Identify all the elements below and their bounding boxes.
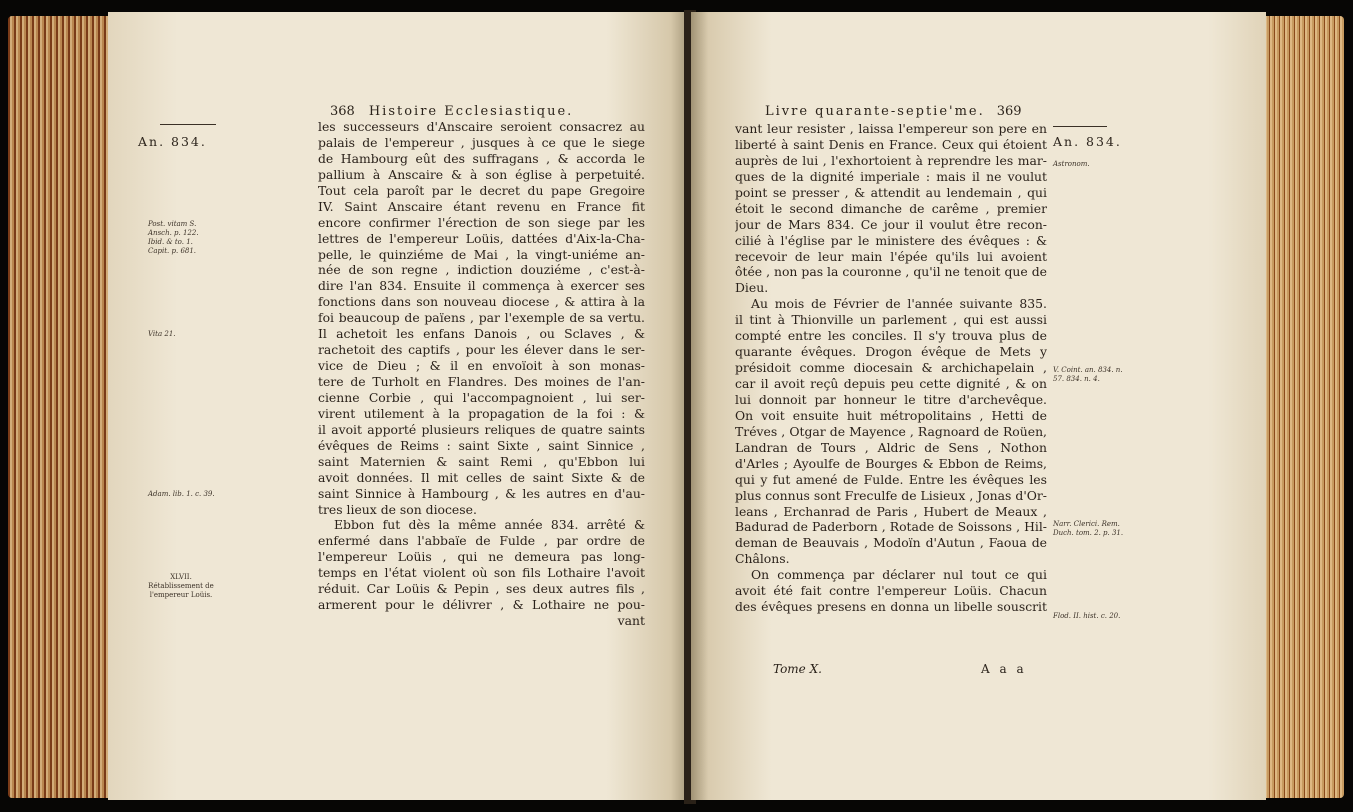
left-year-rule: [160, 124, 216, 125]
text-line: vice de Dieu ; & il en envoïoit à son monas-: [318, 358, 645, 374]
text-line: l'empereur Loüis , qui ne demeura pas long-: [318, 549, 645, 565]
left-margin-note-4: XLVII. Rétablissement de l'empereur Loüis.: [148, 573, 214, 599]
text-line: tere de Turholt en Flandres. Des moines de l'an-: [318, 374, 645, 389]
text-line: temps en l'état violent où son fils Lothaire l'avoit: [318, 565, 645, 581]
left-year-note: An. 834.: [138, 134, 207, 149]
left-page-number: 368: [330, 104, 355, 119]
text-line: Il achetoit les enfans Danois , ou Sclaves , &: [318, 326, 645, 342]
text-line: fonctions dans son nouveau diocese , & attira à la: [318, 294, 645, 310]
text-line: leans , Erchanrad de Paris , Hubert de Meaux ,: [735, 503, 1047, 519]
text-line: quarante évêques. Drogon évêque de Mets y: [735, 344, 1047, 360]
text-line: cienne Corbie , qui l'accompagnoient , lui ser-: [318, 389, 645, 405]
text-line: dire l'an 834. Ensuite il commença à exercer ses: [318, 278, 645, 294]
right-page-edges: [1262, 16, 1344, 798]
signature-mark: A a a: [981, 662, 1027, 676]
text-line: Dieu.: [735, 280, 769, 296]
text-line: virent utilement à la propagation de la foi : &: [318, 405, 645, 421]
open-book: [8, 10, 1344, 804]
text-line: compté entre les conciles. Il s'y trouva plus de: [735, 328, 1047, 344]
left-margin-note-2: Vita 21.: [148, 330, 176, 338]
left-header-title: Histoire Ecclesiastique.: [368, 104, 574, 119]
text-line: armerent pour le délivrer , & Lothaire ne pou-: [318, 597, 645, 613]
catchword: vant: [617, 613, 645, 629]
text-line: lui donnoit par honneur le titre d'archevêque.: [735, 391, 1047, 407]
text-line: enfermé dans l'abbaïe de Fulde , par ordre de: [318, 533, 645, 549]
left-page: [108, 12, 688, 800]
text-line: Tréves , Otgar de Mayence , Ragnoard de Roüen,: [735, 423, 1047, 439]
text-line: tres lieux de son diocese.: [318, 501, 477, 517]
text-line: présidoit comme diocesain & archichapelain ,: [735, 360, 1047, 376]
text-line: les successeurs d'Anscaire seroient consacrez au: [318, 119, 645, 134]
text-line: née de son regne , indiction douziéme , c'est-à-: [318, 262, 645, 278]
text-line: Châlons.: [735, 551, 790, 567]
text-line: Landran de Tours , Aldric de Sens , Nothon: [735, 439, 1047, 455]
right-margin-note-1: Astronom.: [1053, 160, 1090, 168]
text-line: cilié à l'église par le ministere des évêques : &: [735, 232, 1047, 248]
text-line: ôtée , non pas la couronne , qu'il ne tenoit que de: [735, 264, 1047, 280]
text-line: réduit. Car Loüis & Pepin , ses deux autres fils ,: [318, 581, 645, 597]
text-line: avoit données. Il mit celles de saint Sixte & de: [318, 469, 645, 485]
text-line: Tout cela paroît par le decret du pape Gregoire: [318, 182, 645, 198]
text-line: de Hambourg eût des suffragans , & accorda le: [318, 150, 645, 166]
right-body-text: [735, 121, 1047, 615]
text-line: IV. Saint Anscaire étant revenu en France fit: [318, 198, 645, 214]
text-line: On commença par déclarer nul tout ce qui: [751, 567, 1047, 583]
text-line: plus connus sont Freculfe de Lisieux , Jonas d'Or-: [735, 487, 1047, 503]
text-line: encore confirmer l'érection de son siege par les: [318, 214, 645, 230]
left-margin-note-3: Adam. lib. 1. c. 39.: [148, 490, 215, 498]
text-line: liberté à saint Denis en France. Ceux qui étoient: [735, 136, 1047, 152]
right-margin-note-4: Flod. II. hist. c. 20.: [1053, 612, 1121, 620]
left-running-header: [330, 104, 573, 119]
text-line: étoit le second dimanche de carême , premier: [735, 200, 1047, 216]
text-line: d'Arles ; Ayoulfe de Bourges & Ebbon de Reims,: [735, 455, 1047, 471]
text-line: deman de Beauvais , Modoïn d'Autun , Faoua de: [735, 535, 1047, 551]
left-margin-note-1: Post. vitam S. Ansch. p. 122. Ibid. & to. 1. Capit. p. 681.: [148, 220, 199, 255]
text-line: Badurad de Paderborn , Rotade de Soissons , Hil-: [735, 519, 1047, 535]
text-line: foi beaucoup de païens , par l'exemple de sa vertu.: [318, 310, 645, 326]
text-line: saint Sinnice à Hambourg , & les autres en d'au-: [318, 485, 645, 501]
right-year-rule: [1053, 126, 1107, 127]
volume-footer: Tome X.: [773, 662, 822, 676]
text-line: Au mois de Février de l'année suivante 835.: [751, 296, 1047, 312]
text-line: qui y fut amené de Fulde. Entre les évêques les: [735, 471, 1047, 487]
left-page-edges: [8, 16, 118, 798]
text-line: pallium à Anscaire & à son église à perpetuité.: [318, 166, 645, 182]
right-margin-note-3: Narr. Clerici. Rem. Duch. tom. 2. p. 31.: [1053, 520, 1124, 537]
text-line: auprès de lui , l'exhortoient à reprendre les mar-: [735, 152, 1047, 168]
text-line: palais de l'empereur , jusques à ce que le siege: [318, 134, 645, 150]
text-line: il tint à Thionville un parlement , qui est aussi: [735, 312, 1047, 328]
text-line: point se presser , & attendit au lendemain , qui: [735, 184, 1047, 200]
text-line: jour de Mars 834. Ce jour il voulut être recon-: [735, 216, 1047, 232]
text-line: il avoit apporté plusieurs reliques de quatre saints: [318, 421, 645, 437]
text-line: On voit ensuite huit métropolitains , Hetti de: [735, 407, 1047, 423]
text-line: saint Maternien & saint Remi , qu'Ebbon lui: [318, 453, 645, 469]
text-line: Ebbon fut dès la même année 834. arrêté &: [334, 517, 645, 533]
right-page: [691, 12, 1266, 800]
text-line: pelle, le quinziéme de Mai , la vingt-uniéme an-: [318, 246, 645, 262]
text-line: lettres de l'empereur Loüis, dattées d'Aix-la-Cha-: [318, 230, 645, 246]
text-line: des évêques presens en donna un libelle souscrit: [735, 599, 1047, 615]
text-line: vant leur resister , laissa l'empereur son pere en: [735, 121, 1047, 136]
right-year-note: An. 834.: [1053, 134, 1122, 149]
left-body-text: [318, 119, 645, 629]
text-line: ques de la dignité imperiale : mais il ne voulut: [735, 168, 1047, 184]
right-margin-note-2: V. Coint. an. 834. n. 57. 834. n. 4.: [1053, 366, 1123, 383]
text-line: avoit été fait contre l'empereur Loüis. Chacun: [735, 583, 1047, 599]
text-line: car il avoit reçû depuis peu cette dignité , & on: [735, 376, 1047, 391]
text-line: évêques de Reims : saint Sixte , saint Sinnice ,: [318, 437, 645, 453]
text-line: recevoir de leur main l'épée qu'ils lui avoient: [735, 248, 1047, 264]
right-page-number: 369: [996, 104, 1022, 119]
right-running-header: [765, 104, 1022, 119]
text-line: rachetoit des captifs , pour les élever dans le ser-: [318, 342, 645, 358]
right-header-title: Livre quarante-septie'me.: [765, 104, 985, 119]
